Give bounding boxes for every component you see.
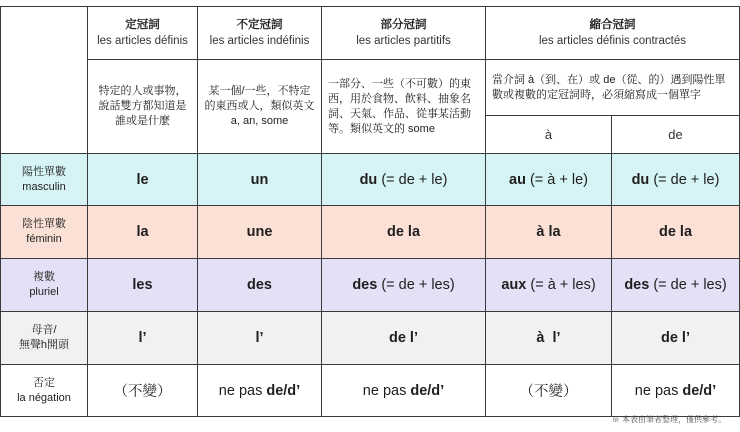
row-label-fr: féminin	[26, 233, 62, 245]
header-partitive	[322, 6, 486, 60]
value-bold: de l’	[660, 330, 690, 346]
cell-vowel-partitive	[322, 312, 486, 365]
value-note: (= de + les)	[377, 277, 455, 293]
value: （不變）	[113, 384, 172, 400]
article-table	[0, 6, 740, 408]
cell-negation-partitive	[322, 365, 486, 417]
header-partitive-zh: 部分冠詞	[380, 19, 427, 31]
cell-vowel-definite	[88, 312, 198, 365]
value: le	[136, 171, 149, 188]
value-bold: de/d’	[266, 382, 301, 399]
row-label-zh: 否定	[33, 376, 55, 389]
value-bold: de l’	[388, 330, 418, 346]
row-label-zh: 陰性單數	[22, 218, 66, 230]
value-note: (= à + le)	[525, 171, 588, 188]
value-bold: du	[631, 171, 650, 188]
cell-masculin-partitive	[322, 154, 486, 206]
row-label-fr: masculin	[22, 180, 66, 193]
cell-pluriel-a	[486, 259, 612, 312]
value: un	[250, 171, 269, 188]
cell-negation-definite	[88, 365, 198, 417]
row-label-pluriel	[0, 259, 88, 312]
cell-pluriel-definite	[88, 259, 198, 312]
cell-pluriel-partitive	[322, 259, 486, 312]
cell-vowel-de	[612, 312, 740, 365]
header-partitive-fr: les articles partitifs	[356, 35, 451, 47]
cell-negation-a	[486, 365, 612, 417]
row-label-zh: 複數	[33, 271, 55, 283]
row-label-masculin	[0, 154, 88, 206]
header-contracted	[486, 6, 740, 60]
value: l’	[138, 330, 147, 346]
value-bold: des	[352, 277, 378, 293]
value-bold: de la	[658, 224, 693, 240]
footnote: ※ 本表由筆者整理，僅供參考。	[611, 415, 726, 424]
header-contracted-zh: 縮合冠詞	[589, 19, 636, 31]
row-label-fr: pluriel	[29, 286, 59, 298]
value: l’	[255, 330, 264, 346]
header-indefinite-fr: les articles indéfinis	[209, 35, 310, 47]
subheader-de: de	[612, 116, 740, 154]
cell-vowel-indefinite	[198, 312, 322, 365]
cell-masculin-definite	[88, 154, 198, 206]
cell-feminin-indefinite	[198, 206, 322, 259]
desc-definite: 特定的人或事物，說話雙方都知道是誰或是什麼	[88, 60, 198, 154]
desc-contracted: 當介詞 à（到、在）或 de（從、的）遇到陽性單數或複數的定冠詞時，必須縮寫成一個單字	[486, 60, 740, 116]
row-label-zh: 陽性單數	[22, 165, 66, 178]
value-bold: aux	[501, 277, 527, 293]
header-definite-fr: les articles définis	[97, 35, 188, 47]
row-label-negation	[0, 365, 88, 417]
header-definite	[88, 6, 198, 60]
subheader-a: à	[486, 116, 612, 154]
cell-feminin-de	[612, 206, 740, 259]
cell-negation-de	[612, 365, 740, 417]
header-indefinite	[198, 6, 322, 60]
cell-feminin-a	[486, 206, 612, 259]
row-label-zh: 母音/	[31, 324, 57, 336]
cell-feminin-definite	[88, 206, 198, 259]
desc-partitive: 一部分、一些（不可數）的東西，用於食物、飲料、抽象名詞、天氣、作品、從事某活動等。類似英文的 some	[322, 60, 486, 154]
cell-masculin-indefinite	[198, 154, 322, 206]
value-bold: de/d’	[682, 382, 717, 399]
row-label-vowel	[0, 312, 88, 365]
value: （不變）	[519, 384, 578, 400]
cell-feminin-partitive	[322, 206, 486, 259]
value-bold: du	[359, 171, 378, 188]
value-bold: des	[624, 277, 650, 293]
cell-pluriel-indefinite	[198, 259, 322, 312]
value-prefix: ne pas	[362, 382, 411, 399]
value-bold: au	[509, 171, 526, 188]
header-contracted-fr: les articles définis contractés	[538, 35, 686, 47]
row-label-feminin	[0, 206, 88, 259]
cell-masculin-a	[486, 154, 612, 206]
cell-pluriel-de	[612, 259, 740, 312]
header-definite-zh: 定冠詞	[125, 19, 160, 31]
value: la	[136, 224, 149, 240]
value-note: (= de + le)	[377, 171, 448, 188]
row-label-fr: 無聲h開頭	[18, 339, 70, 351]
row-label-fr: la négation	[17, 391, 71, 404]
value-note: (= à + les)	[526, 277, 596, 293]
value: les	[132, 277, 153, 293]
value-bold: de/d’	[410, 382, 445, 399]
cell-negation-indefinite	[198, 365, 322, 417]
value: des	[247, 277, 272, 293]
value-note: (= de + le)	[649, 171, 720, 188]
value-bold: de la	[386, 224, 421, 240]
value-note: (= de + les)	[649, 277, 727, 293]
value-bold: à la	[536, 224, 561, 240]
value-prefix: ne pas	[634, 382, 683, 399]
value: une	[246, 224, 273, 240]
corner-cell	[0, 6, 88, 154]
value-prefix: ne pas	[218, 382, 267, 399]
cell-masculin-de	[612, 154, 740, 206]
desc-indefinite: 某一個/一些，不特定的東西或人，類似英文a, an, some	[198, 60, 322, 154]
header-indefinite-zh: 不定冠詞	[236, 19, 283, 31]
cell-vowel-a	[486, 312, 612, 365]
value-bold: à l’	[536, 330, 561, 346]
